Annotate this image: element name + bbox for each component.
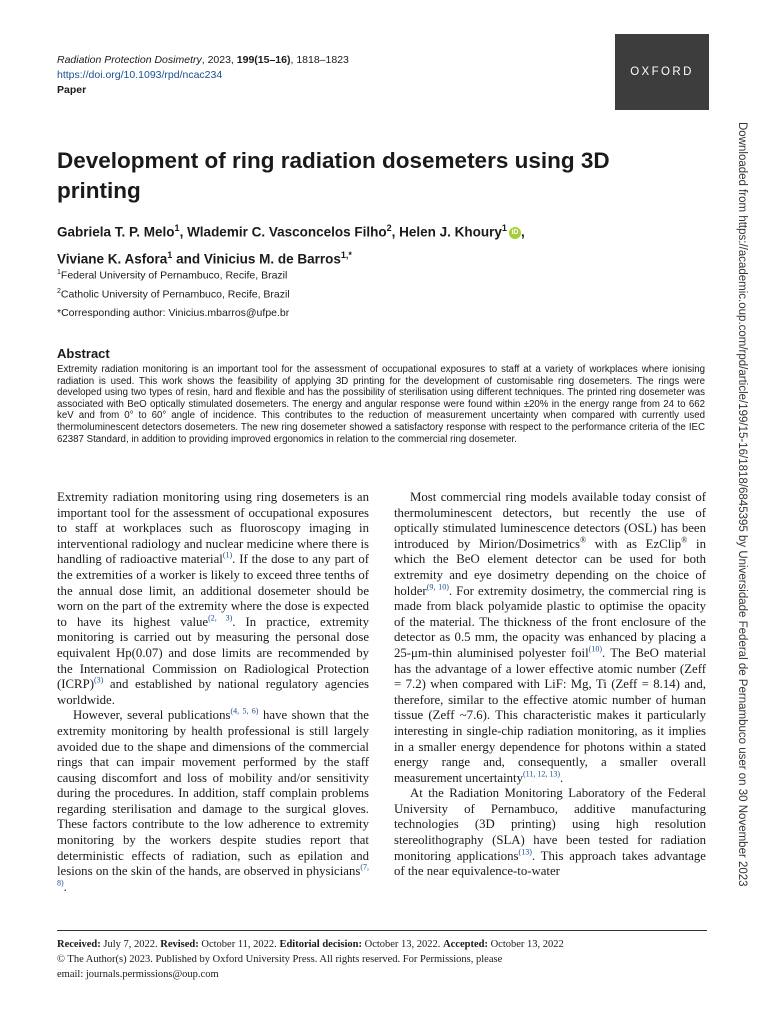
journal-header bbox=[57, 53, 349, 98]
citation-ref[interactable]: (4, 5, 6) bbox=[230, 707, 259, 717]
citation-ref[interactable]: (9, 10) bbox=[426, 582, 449, 592]
doi-link[interactable]: https://doi.org/10.1093/rpd/ncac234 bbox=[57, 69, 223, 81]
registered-mark: ® bbox=[681, 535, 688, 545]
body-paragraph: At the Radiation Monitoring Laboratory of the Federal University of Pernambuco, additive manufacturing technologies (3D printing) using high resolution stereolithography (SLA) have been tested for radiation monitoring applications$^{(13)}$. This approach takes advantage of the near equivalence-to-water bbox=[394, 786, 706, 879]
corresponding-author: *Corresponding author: Vinicius.mbarros@ufpe.br bbox=[57, 307, 290, 319]
citation-ref[interactable]: (1) bbox=[222, 551, 233, 561]
copyright-notice: © The Author(s) 2023. Published by Oxford University Press. All rights reserved. For Permissions, please bbox=[57, 954, 503, 965]
author-affil-mark: 1 bbox=[174, 223, 180, 233]
author-separator: , bbox=[520, 224, 525, 240]
citation-volume: 199(15–16) bbox=[236, 54, 291, 66]
body-column-right bbox=[394, 490, 706, 880]
download-watermark: Downloaded from https://academic.oup.com/rpd/article/199/15-16/1818/6845395 by Universidade Federal de Pernambuco user on 30 November 2023 bbox=[736, 122, 748, 887]
oxford-logo: OXFORD bbox=[615, 34, 709, 110]
body-column-left bbox=[57, 490, 369, 895]
author-name: Gabriela T. P. Melo bbox=[57, 224, 175, 240]
author-affil-mark: 1 bbox=[501, 223, 507, 233]
author-list bbox=[57, 217, 707, 270]
citation-ref[interactable]: (2, 3) bbox=[208, 613, 233, 623]
author-name: Viviane K. Asfora bbox=[57, 251, 168, 266]
author-affil-mark: 1,* bbox=[340, 249, 352, 260]
author-name: and Vinicius M. de Barros bbox=[172, 251, 341, 266]
body-paragraph: Extremity radiation monitoring using ring dosemeters is an important tool for the assessment of occupational exposures to staff at workplaces such as fluoroscopy imaging in interventional radiology and nuclear medicine where there is handling of radioactive material$^{(1)}$. If the dose to any part of the extremities of a worker is likely to exceed three tenths of the annual dose limit, an additional dosemeter should be worn on the part of the extremity where the dose is expected to have its highest value$^{(2, 3)}$. In practice, extremity monitoring is carried out by measuring the personal dose equivalent Hp(0.07) and dose limits are recommended by the International Commission on Radiological Protection (ICRP)$^{(3)}$ and established by national regulatory agencies worldwide. bbox=[57, 490, 369, 707]
citation-ref[interactable]: (13) bbox=[518, 847, 532, 857]
orcid-icon[interactable]: iD bbox=[509, 227, 521, 239]
body-paragraph: Most commercial ring models available today consist of thermoluminescent detectors, but recently the use of optically stimulated luminescence detectors (OSL) has been introduced by Mirion/Dosimetrics® with as EzClip® in which the BeO element detector can be used for both extremity and eye dosimetry depending on the choice of holder$^{(9, 10)}$. For extremity dosimetry, the commercial ring is made from black polyamide plastic to optimise the opacity of the material. The thickness of the front enclosure of the detector as 0.5 mm, the opacity was enhanced by placing a 25-μm-thin aluminised polyester foil$^{(10)}$. The BeO material has the advantage of a lower effective atomic number (Zeff = 7.2) when compared with LiF: Mg, Ti (Zeff = 8.14) and, therefore, similar to the effective atomic number of human tissue (Zeff ~7.6). This characteristic makes it particularly interesting in single-chip radiation monitoring, as it implies in a smaller energy dependence for photons within a stated energy range and, consequently, a smaller overall measurement uncertainty$^{(11, 12, 13)}$. bbox=[394, 490, 707, 785]
citation-line bbox=[57, 53, 349, 68]
body-paragraph: However, several publications$^{(4, 5, 6)}$ have shown that the extremity monitoring by health professional is still largely avoided due to the shape and dimensions of the commercial rings that can impair movement performed by the staff causing discomfort and loss of mobility and/or sensitivity during the procedures. In addition, staff complain problems regarding sterilisation and damage to the surgical gloves. These factors contribute to the low adherence to extremity monitoring by the workers despite studies report that deterministic effects of radiation, such as epilation and lesions on the skin of the hands, are observed in physicians$^{(7, 8)}$. bbox=[57, 707, 369, 894]
citation-ref[interactable]: (10) bbox=[588, 644, 602, 654]
author-affil-mark: 1 bbox=[167, 249, 173, 260]
publication-footer bbox=[57, 930, 707, 982]
journal-name: Radiation Protection Dosimetry bbox=[57, 54, 202, 66]
citation-year: , 2023, bbox=[201, 54, 237, 66]
citation-ref[interactable]: (7, 8) bbox=[57, 862, 369, 888]
paper-title: Development of ring radiation dosemeters using 3D printing bbox=[57, 148, 610, 203]
citation-ref[interactable]: (3) bbox=[93, 675, 104, 685]
paper-type: Paper bbox=[57, 84, 87, 96]
author-name: , Helen J. Khoury bbox=[391, 224, 502, 240]
author-affil-mark: 2 bbox=[386, 223, 392, 233]
affiliation-2: $^2$Catholic University of Pernambuco, Recife, Brazil bbox=[57, 287, 290, 300]
affiliation-1: $^1$Federal University of Pernambuco, Recife, Brazil bbox=[57, 269, 288, 282]
author-name: , Wlademir C. Vasconcelos Filho bbox=[179, 224, 387, 240]
abstract-text: Extremity radiation monitoring is an important tool for the assessment of occupational exposures to staff at a variety of workplaces where ionising radiation is used. This work shows the feasibility of applying 3D printing for the development of customisable ring dosemeters. The rings were developed using two types of resin, hard and flexible and has the possibility of sterilisation using different techniques. The printed ring dosemeter was associated with BeO optically stimulated dosemeters. The energy and angular response were found within ±20% in the energy range from 24 to 662 keV and from 0° to 60° angle of incidence. This contributes to the reduction of measurement uncertainty when compared with currently used thermoluminescent detectors dosemeters. The new ring dosemeter showed a satisfactory response with respect to the performance criteria of the IEC 62387 Standard, in addition to providing improved ergonomics in relation to the commercial ring dosemeter. bbox=[57, 364, 705, 445]
permissions-email[interactable]: email: journals.permissions@oup.com bbox=[57, 969, 219, 980]
affiliations bbox=[57, 265, 290, 321]
citation-ref[interactable]: (11, 12, 13) bbox=[522, 769, 561, 779]
registered-mark: ® bbox=[579, 535, 587, 545]
publication-dates: Received: July 7, 2022. Revised: October 11, 2022. Editorial decision: October 13, 2022. Accepted: October 13, 2022 bbox=[57, 939, 564, 950]
abstract-heading: Abstract bbox=[57, 346, 110, 361]
citation-pages: , 1818–1823 bbox=[290, 54, 349, 66]
